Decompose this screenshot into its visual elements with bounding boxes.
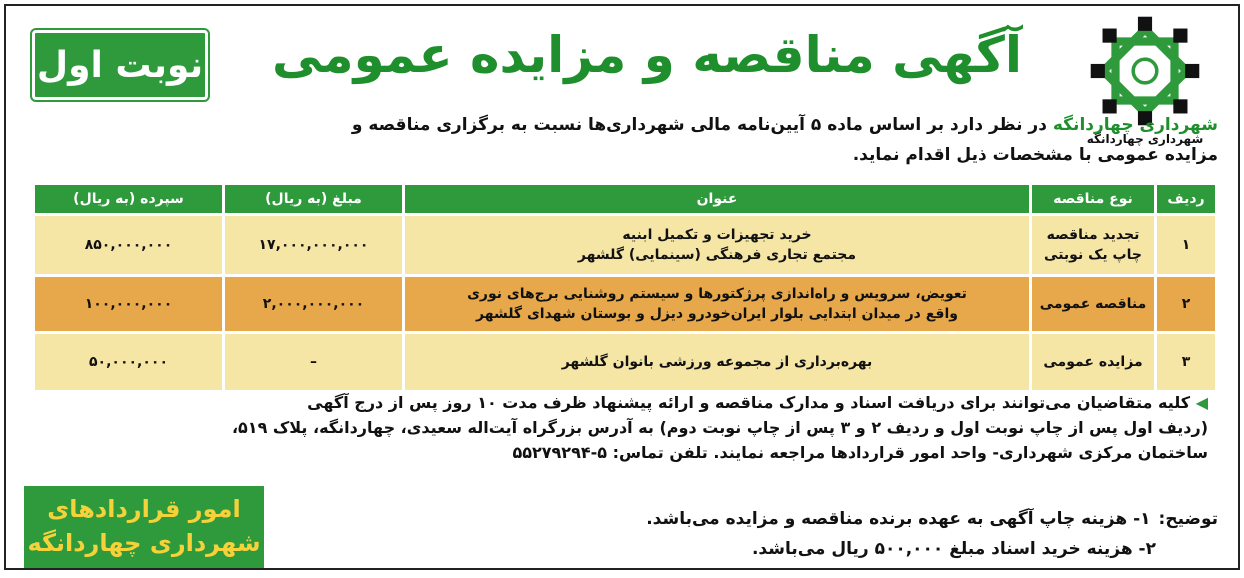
- row-amount: ۱۷,۰۰۰,۰۰۰,۰۰۰: [225, 216, 402, 274]
- notes-label: توضیح:: [1158, 509, 1218, 529]
- row-type: [1032, 216, 1154, 274]
- intro-line-2: مزایده عمومی با مشخصات ذیل اقدام نماید.: [852, 145, 1218, 165]
- note-2: ۲- هزینه خرید اسناد مبلغ ۵۰۰,۰۰۰ ریال می‌باشد.: [751, 539, 1156, 559]
- intro-line-1: [206, 110, 1218, 140]
- notice-page: [4, 4, 1240, 570]
- header-amount: مبلغ (به ریال): [225, 185, 402, 213]
- row-title-line: تعویض، سرویس و راه‌اندازی پرژکتورها و سیستم روشنایی برج‌های نوری: [467, 286, 967, 302]
- note-line-1: [276, 504, 1218, 534]
- row-type: مناقصه عمومی: [1032, 277, 1154, 331]
- tender-table: [32, 182, 1218, 393]
- table-row: [35, 216, 1215, 274]
- row-title-line: واقع در میدان ابتدایی بلوار ایران‌خودرو دیزل و بوستان شهدای گلشهر: [476, 306, 958, 322]
- row-idx: ۳: [1157, 334, 1215, 390]
- note-1: ۱- هزینه چاپ آگهی به عهده برنده مناقصه و مزایده می‌باشد.: [646, 509, 1151, 529]
- intro-paragraph: [206, 110, 1218, 170]
- instructions-line-2: (ردیف اول پس از چاپ نوبت اول و ردیف ۲ و ۳ پس از چاپ نوبت دوم) به آدرس بزرگراه آیت‌اله سعیدی، چهاردانگه، پلاک ۵۱۹،: [231, 418, 1208, 437]
- row-title-line: مجتمع تجاری فرهنگی (سینمایی) گلشهر: [577, 247, 857, 263]
- office-line-1: امور قراردادهای: [47, 495, 241, 523]
- row-title: [405, 216, 1029, 274]
- triangle-bullet-icon: ◀: [1195, 393, 1208, 412]
- row-title: بهره‌برداری از مجموعه ورزشی بانوان گلشهر: [405, 334, 1029, 390]
- table-header-row: [35, 185, 1215, 213]
- header-idx: ردیف: [1157, 185, 1215, 213]
- row-type-line: چاپ یک نوبتی: [1044, 247, 1142, 263]
- row-idx: ۲: [1157, 277, 1215, 331]
- instructions-line-1: [126, 390, 1208, 415]
- intro-highlight: شهرداری چهاردانگه: [1052, 115, 1218, 135]
- header-type: نوع مناقصه: [1032, 185, 1154, 213]
- instructions-line-1-text: کلیه متقاضیان می‌توانند برای دریافت اسناد و مدارک مناقصه و ارائه پیشنهاد ظرف مدت ۱۰ روز پس از درج آگهی: [307, 393, 1191, 412]
- intro-line-1-rest: در نظر دارد بر اساس ماده ۵ آیین‌نامه مالی شهرداری‌ها نسبت به برگزاری مناقصه و: [351, 115, 1053, 135]
- office-line-2: شهرداری چهاردانگه: [27, 529, 261, 557]
- header-title: عنوان: [405, 185, 1029, 213]
- row-idx: ۱: [1157, 216, 1215, 274]
- row-title: [405, 277, 1029, 331]
- row-title-line: خرید تجهیزات و تکمیل ابنیه: [622, 227, 812, 243]
- row-amount: ۲,۰۰۰,۰۰۰,۰۰۰: [225, 277, 402, 331]
- table-row: [35, 277, 1215, 331]
- instructions-line-3: ساختمان مرکزی شهرداری- واحد امور قراردادها مراجعه نمایند. تلفن تماس: ۵-۵۵۲۷۹۲۹۴: [512, 443, 1208, 462]
- row-type: مزایده عمومی: [1032, 334, 1154, 390]
- row-type-line: تجدید مناقصه: [1046, 227, 1140, 243]
- row-deposit: ۸۵۰,۰۰۰,۰۰۰: [35, 216, 222, 274]
- instructions-paragraph: [126, 390, 1208, 465]
- page-title: آگهی مناقصه و مزایده عمومی: [272, 26, 1022, 84]
- contracts-office-box: [24, 486, 264, 568]
- row-deposit: ۱۰۰,۰۰۰,۰۰۰: [35, 277, 222, 331]
- row-deposit: ۵۰,۰۰۰,۰۰۰: [35, 334, 222, 390]
- row-amount: –: [225, 334, 402, 390]
- edition-badge: نوبت اول: [32, 30, 208, 100]
- table-row: [35, 334, 1215, 390]
- header-deposit: سپرده (به ریال): [35, 185, 222, 213]
- logo-caption: شهرداری چهاردانگه: [1086, 132, 1204, 146]
- notes-section: [276, 504, 1218, 564]
